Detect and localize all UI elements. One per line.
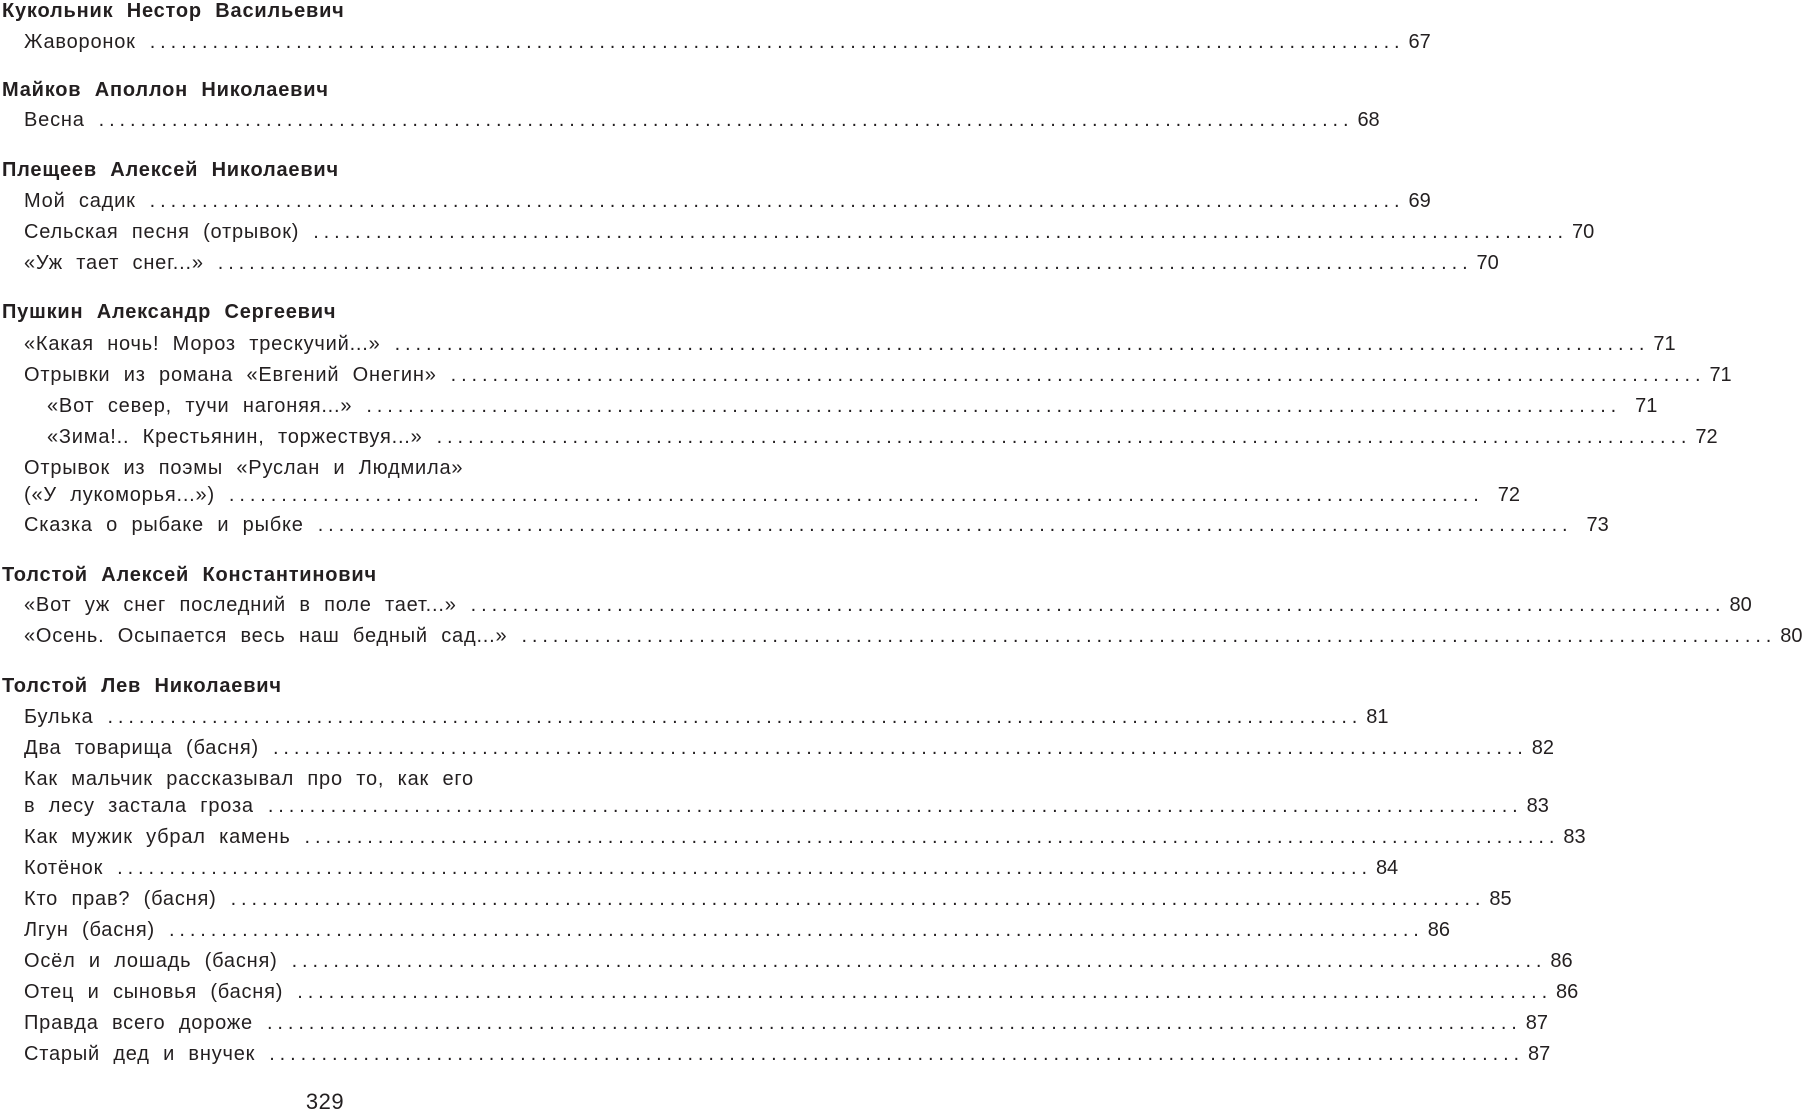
entry-title: Котёнок — [24, 857, 104, 879]
entry-page-number: 71 — [1709, 364, 1732, 386]
entry-title: «Уж тает снег...» — [24, 252, 204, 274]
entry-title: Старый дед и внучек — [24, 1043, 256, 1065]
toc-entry — [24, 252, 1499, 274]
toc-entry — [47, 426, 1718, 448]
entry-title: Отец и сыновья (басня) — [24, 981, 284, 1003]
entry-page-number: 69 — [1408, 190, 1431, 212]
dot-leader: ........................................................................................................................ — [228, 484, 1484, 506]
entry-title: Мой садик — [24, 190, 136, 212]
toc-entry — [24, 857, 1399, 879]
toc-entry — [24, 1012, 1548, 1034]
toc-entry — [24, 737, 1554, 759]
entry-title: Весна — [24, 109, 85, 131]
dot-leader: ........................................................................................................................ — [149, 31, 1405, 53]
entry-title: Осёл и лошадь (басня) — [24, 950, 278, 972]
dot-leader: ........................................................................................................................ — [521, 625, 1777, 647]
entry-page-number: 83 — [1563, 826, 1586, 848]
toc-entry — [24, 333, 1676, 355]
toc-entry — [24, 364, 1732, 386]
entry-page-number: 80 — [1780, 625, 1802, 647]
entry-page-number: 87 — [1528, 1043, 1551, 1065]
entry-page-number: 70 — [1572, 221, 1595, 243]
dot-leader: ........................................................................................................................ — [107, 706, 1363, 728]
entry-title: Как мужик убрал камень — [24, 826, 291, 848]
entry-title: Сельская песня (отрывок) — [24, 221, 300, 243]
entry-title: в лесу застала гроза — [24, 795, 254, 817]
entry-page-number: 68 — [1357, 109, 1380, 131]
toc-entry — [24, 919, 1450, 941]
entry-title: Булька — [24, 706, 94, 728]
dot-leader: ........................................................................................................................ — [470, 594, 1726, 616]
dot-leader: ........................................................................................................................ — [317, 514, 1573, 536]
toc-entry — [24, 594, 1752, 616]
dot-leader: ........................................................................................................................ — [394, 333, 1650, 355]
entry-title: Два товарища (басня) — [24, 737, 259, 759]
entry-title: («У лукоморья...») — [24, 484, 215, 506]
dot-leader: ........................................................................................................................ — [267, 795, 1523, 817]
dot-leader: ........................................................................................................................ — [266, 1012, 1522, 1034]
entry-page-number: 86 — [1550, 950, 1573, 972]
toc-entry — [24, 109, 1380, 131]
entry-page-number: 81 — [1366, 706, 1389, 728]
dot-leader: ........................................................................................................................ — [366, 395, 1622, 417]
entry-title: Сказка о рыбаке и рыбке — [24, 514, 304, 536]
toc-entry — [24, 31, 1431, 53]
entry-title: «Вот север, тучи нагоняя...» — [47, 395, 353, 417]
entry-page-number: 73 — [1586, 514, 1609, 536]
toc-entry — [24, 981, 1579, 1003]
toc-entry — [24, 221, 1595, 243]
toc-entry — [24, 950, 1573, 972]
entry-title: «Зима!.. Крестьянин, торжествуя...» — [47, 426, 423, 448]
dot-leader: ........................................................................................................................ — [272, 737, 1528, 759]
author-heading: Пушкин Александр Сергеевич — [2, 301, 337, 323]
dot-leader: ........................................................................................................................ — [98, 109, 1354, 131]
toc-entry — [47, 395, 1658, 417]
author-heading: Майков Аполлон Николаевич — [2, 79, 329, 101]
author-heading: Толстой Алексей Константинович — [2, 564, 377, 586]
toc-entry — [24, 888, 1512, 910]
toc-entry — [24, 190, 1431, 212]
dot-leader: ........................................................................................................................ — [269, 1043, 1524, 1065]
toc-entry — [24, 625, 1802, 647]
entry-page-number: 70 — [1476, 252, 1499, 274]
entry-page-number: 71 — [1635, 395, 1658, 417]
author-heading: Кукольник Нестор Васильевич — [2, 0, 345, 22]
entry-page-number: 67 — [1408, 31, 1431, 53]
dot-leader: ........................................................................................................................ — [117, 857, 1372, 879]
entry-title: Жаворонок — [24, 31, 136, 53]
entry-title: Лгун (басня) — [24, 919, 155, 941]
entry-title-line: Как мальчик рассказывал про то, как его — [24, 768, 474, 790]
toc-entry — [24, 706, 1389, 728]
entry-page-number: 85 — [1489, 888, 1512, 910]
entry-title: «Вот уж снег последний в поле тает...» — [24, 594, 457, 616]
entry-page-number: 86 — [1427, 919, 1450, 941]
entry-page-number: 86 — [1556, 981, 1579, 1003]
dot-leader: ........................................................................................................................ — [291, 950, 1547, 972]
entry-title-line: Отрывок из поэмы «Руслан и Людмила» — [24, 457, 464, 479]
dot-leader: ........................................................................................................................ — [217, 252, 1473, 274]
entry-page-number: 72 — [1497, 484, 1520, 506]
entry-title: «Какая ночь! Мороз трескучий...» — [24, 333, 381, 355]
dot-leader: ........................................................................................................................ — [168, 919, 1424, 941]
entry-page-number: 71 — [1653, 333, 1676, 355]
dot-leader: ........................................................................................................................ — [304, 826, 1560, 848]
entry-page-number: 84 — [1375, 857, 1399, 879]
toc-entry — [24, 484, 1520, 506]
entry-page-number: 83 — [1526, 795, 1549, 817]
toc-entry — [24, 826, 1586, 848]
dot-leader: ........................................................................................................................ — [436, 426, 1692, 448]
toc-entry — [24, 795, 1549, 817]
dot-leader: ........................................................................................................................ — [149, 190, 1405, 212]
dot-leader: ........................................................................................................................ — [313, 221, 1569, 243]
entry-page-number: 72 — [1695, 426, 1718, 448]
entry-page-number: 82 — [1531, 737, 1554, 759]
dot-leader: ........................................................................................................................ — [297, 981, 1553, 1003]
author-heading: Плещеев Алексей Николаевич — [2, 159, 339, 181]
entry-page-number: 80 — [1729, 594, 1752, 616]
page-number: 329 — [305, 1089, 345, 1114]
dot-leader: ........................................................................................................................ — [230, 888, 1486, 910]
dot-leader: ........................................................................................................................ — [450, 364, 1706, 386]
entry-page-number: 87 — [1525, 1012, 1548, 1034]
entry-title: Отрывки из романа «Евгений Онегин» — [24, 364, 437, 386]
author-heading: Толстой Лев Николаевич — [2, 675, 282, 697]
entry-title: Кто прав? (басня) — [24, 888, 217, 910]
entry-title: «Осень. Осыпается весь наш бедный сад...» — [24, 625, 508, 647]
toc-entry — [24, 514, 1609, 536]
toc-entry — [24, 1043, 1551, 1065]
entry-title: Правда всего дороже — [24, 1012, 253, 1034]
